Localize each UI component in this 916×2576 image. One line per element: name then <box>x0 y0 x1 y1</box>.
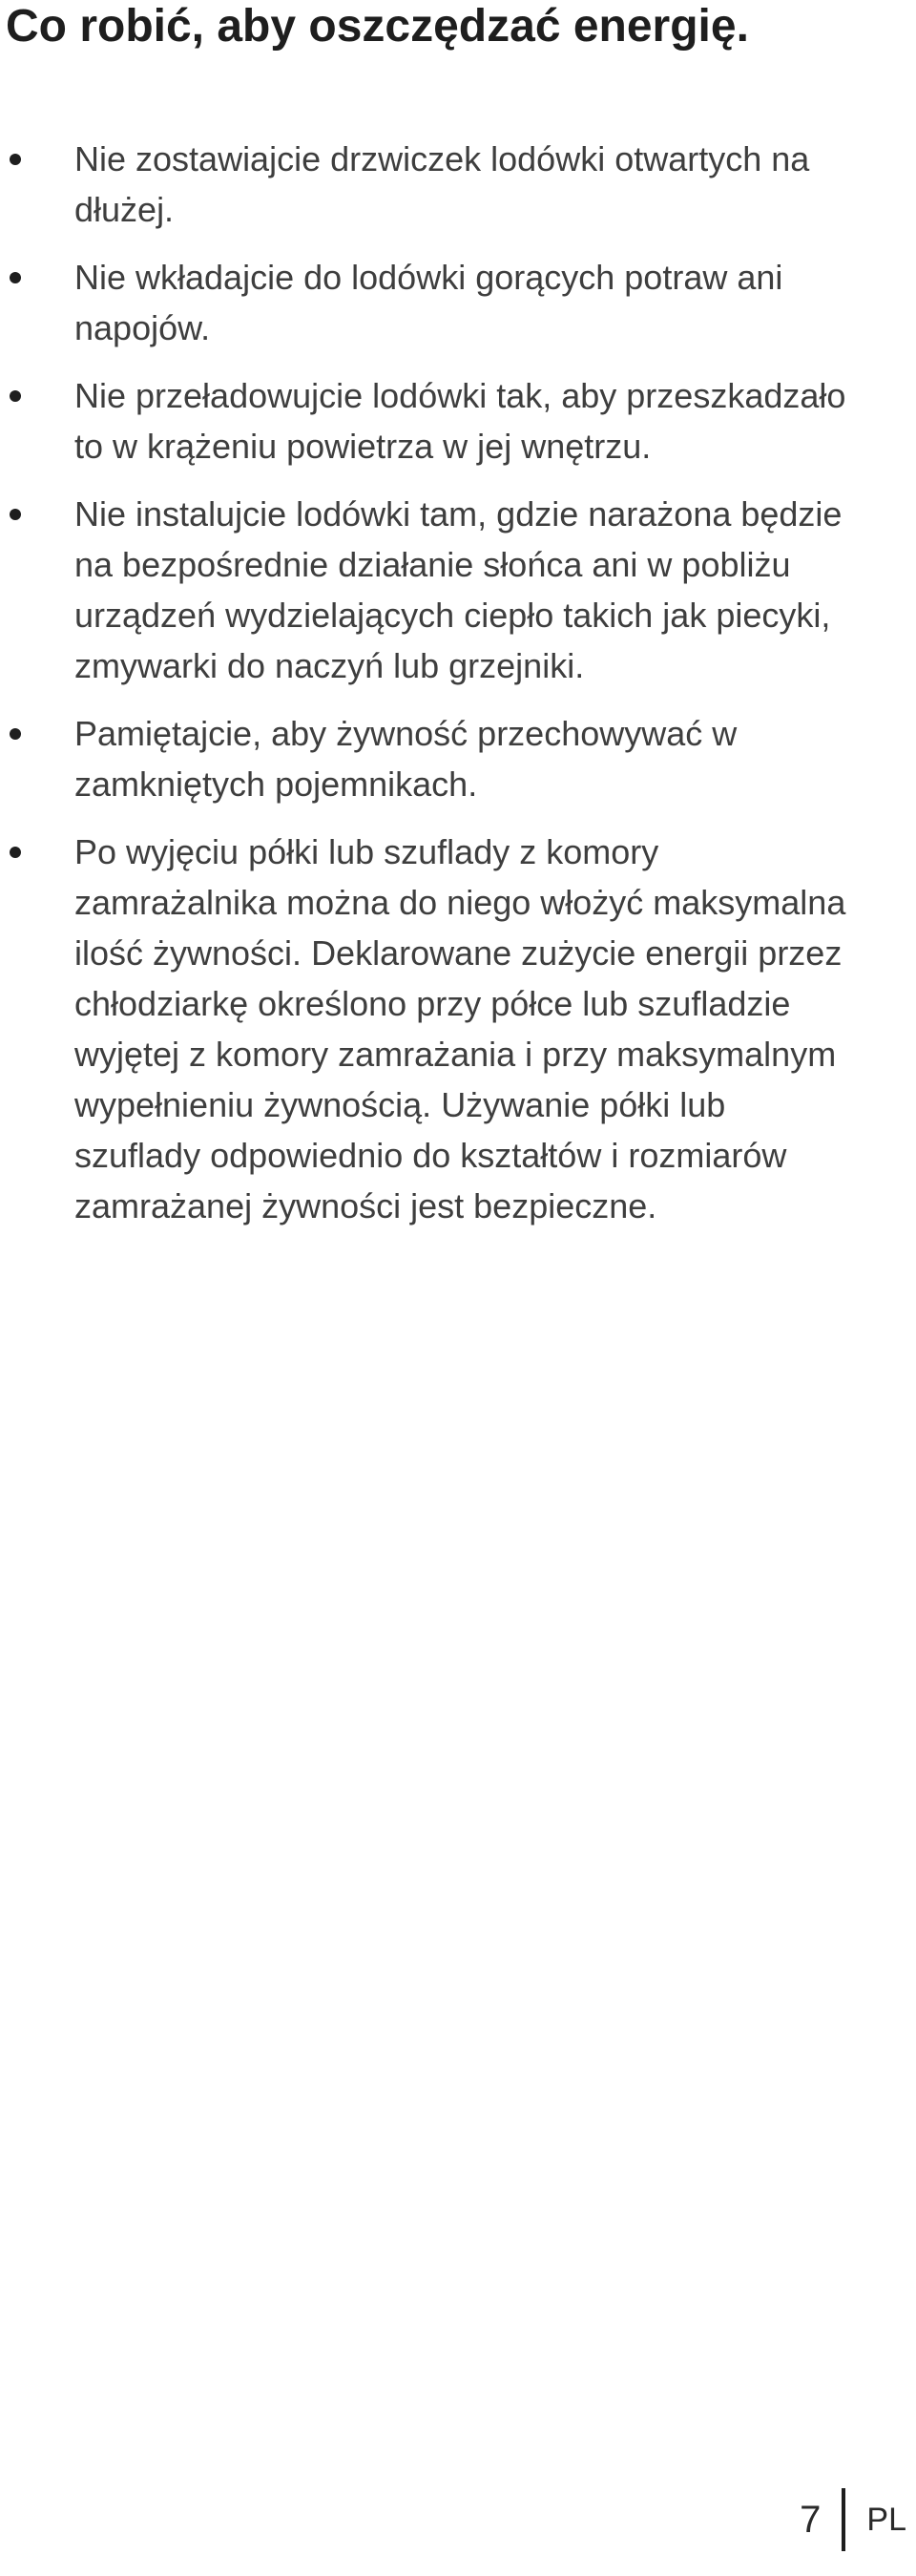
bullet-icon <box>10 509 21 520</box>
footer-divider <box>842 2488 845 2551</box>
bullet-icon <box>10 728 21 740</box>
list-item-text: Po wyjęciu półki lub szuflady z komory zamrażalnika można do niego włożyć maksymalna ilość żywności. Deklarowane zużycie energii przez chłodziarkę określono przy półce lub szufladzie wyjętej z komory zamrażania i przy maksymalnym wypełnieniu żywnością. Używanie półki lub szuflady odpowiednio do kształtów i rozmiarów zamrażanej żywności jest bezpieczne. <box>74 832 846 1225</box>
bullet-icon <box>10 154 21 165</box>
list-item <box>0 370 859 471</box>
page-footer <box>800 2491 906 2548</box>
list-item-text: Pamiętajcie, aby żywność przechowywać w zamkniętych pojemnikach. <box>74 714 738 804</box>
list-item <box>0 489 859 691</box>
list-item-text: Nie przeładowujcie lodówki tak, aby przeszkadzało to w krążeniu powietrza w jej wnętrzu. <box>74 376 846 466</box>
page-number: 7 <box>800 2498 822 2541</box>
list-item <box>0 252 859 353</box>
list-item <box>0 708 859 809</box>
list-item-text: Nie instalujcie lodówki tam, gdzie narażona będzie na bezpośrednie działanie słońca ani w pobliżu urządzeń wydzielających ciepło takich jak piecyki, zmywarki do naczyń lub grzejniki. <box>74 494 843 685</box>
energy-tips-list <box>0 134 859 1248</box>
list-item-text: Nie zostawiajcie drzwiczek lodówki otwartych na dłużej. <box>74 139 810 229</box>
list-item-text: Nie wkładajcie do lodówki gorących potraw ani napojów. <box>74 258 783 347</box>
page-title: Co robić, aby oszczędzać energię. <box>6 1 749 52</box>
bullet-icon <box>10 847 21 858</box>
language-code: PL <box>866 2501 906 2538</box>
list-item <box>0 827 859 1231</box>
bullet-icon <box>10 390 21 402</box>
list-item <box>0 134 859 235</box>
bullet-icon <box>10 272 21 283</box>
